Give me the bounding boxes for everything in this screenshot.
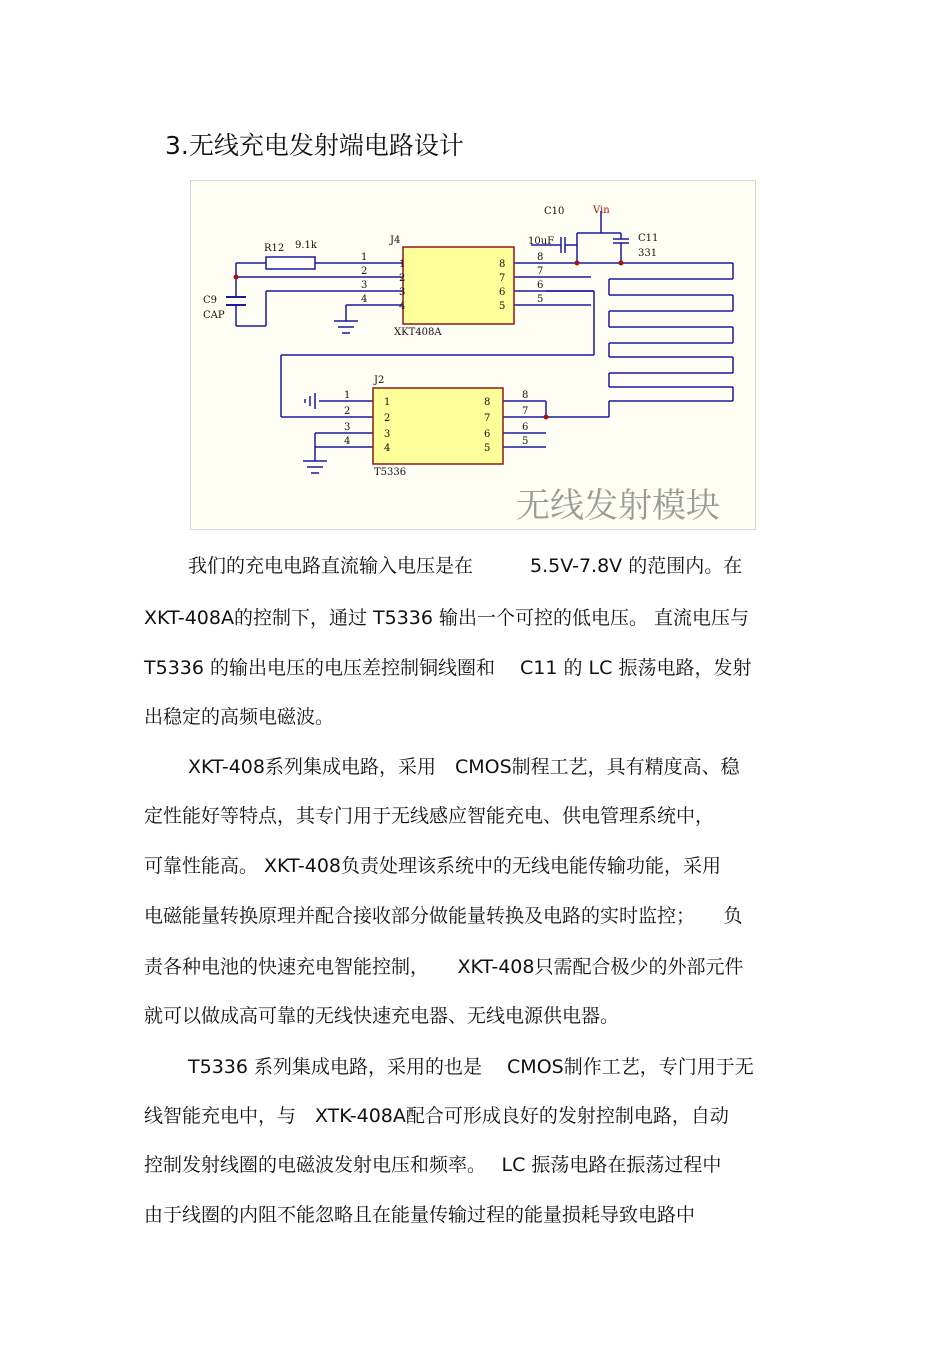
pin-number: 4 [361,294,368,305]
paragraph-line: T5336 系列集成电路，采用的也是 CMOS制作工艺，专门用于无 [188,1056,754,1078]
ground-icon [303,461,327,473]
pin-number: 5 [499,301,506,312]
paragraph-line: 就可以做成高可靠的无线快速充电器、无线电源供电器。 [144,1005,620,1027]
pin-number: 8 [537,252,544,263]
pin-number: 3 [361,280,368,291]
paragraph-line: 出稳定的高频电磁波。 [144,706,335,728]
ground-icon [334,321,358,333]
pin-number: 7 [484,413,491,424]
chip-xkt408a [403,247,514,324]
pin-number: 4 [344,436,351,447]
paragraph-line: 我们的充电电路直流输入电压是在 5.5V-7.8V 的范围内。在 [188,555,743,577]
r12-ref-label: R12 [264,243,285,254]
pin-number: 8 [522,390,529,401]
c9-value-label: CAP [203,310,225,321]
pin-number: 4 [399,301,406,312]
paragraph-line: 由于线圈的内阻不能忽略且在能量传输过程的能量损耗导致电路中 [144,1204,696,1226]
circuit-schematic-figure [190,180,756,530]
paragraph-line: 定性能好等特点，其专门用于无线感应智能充电、供电管理系统中， [144,805,715,827]
pin-number: 2 [361,266,368,277]
j2-ref-label: J2 [374,375,385,386]
j4-ref-label: J4 [390,235,401,246]
junction-dot [619,261,624,266]
circuit-schematic [191,181,757,531]
paragraph-line: XKT-408A的控制下，通过 T5336 输出一个可控的低电压。 直流电压与 [144,607,750,629]
paragraph-line: 控制发射线圈的电磁波发射电压和频率。 LC 振荡电路在振荡过程中 [144,1154,722,1176]
pin-number: 5 [484,443,491,454]
pin-number: 1 [399,259,406,270]
c11-value-label: 331 [638,248,658,259]
junction-dot [234,275,239,280]
paragraph-line: 线智能充电中，与 XTK-408A配合可形成良好的发射控制电路，自动 [144,1105,729,1127]
c9-ref-label: C9 [203,295,218,306]
paragraph-line: T5336 的输出电压的电压差控制铜线圈和 C11 的 LC 振荡电路，发射 [144,657,752,679]
pin-number: 2 [384,413,391,424]
junction-dot [544,415,549,420]
pin-number: 1 [384,397,391,408]
c11-ref-label: C11 [638,233,659,244]
j4-part-label: XKT408A [394,327,442,338]
pin-number: 1 [344,390,351,401]
pin-number: 7 [537,266,544,277]
pin-number: 6 [484,429,491,440]
j2-part-label: T5336 [374,467,407,478]
pin-number: 3 [384,429,391,440]
vin-label: Vin [593,205,610,216]
pin-number: 7 [499,273,506,284]
pin-number: 8 [484,397,491,408]
pin-number: 3 [399,287,406,298]
pin-number: 5 [537,294,544,305]
pin-number: 2 [344,406,351,417]
pin-number: 6 [537,280,544,291]
paragraph-line: XKT-408系列集成电路，采用 CMOS制程工艺，具有精度高、稳 [188,756,740,778]
schematic-watermark: 无线发射模块 [516,486,720,526]
paragraph-line: 责各种电池的快速充电智能控制， XKT-408只需配合极少的外部元件 [144,956,744,978]
pin-number: 6 [522,422,529,433]
paragraph-line: 可靠性能高。 XKT-408负责处理该系统中的无线电能传输功能，采用 [144,855,722,877]
pin-number: 3 [344,422,351,433]
pin-number: 1 [361,252,368,263]
pin-number: 5 [522,436,529,447]
pin-number: 6 [499,287,506,298]
pin-number: 8 [499,259,506,270]
pin-number: 7 [522,406,529,417]
c10-value-label: 10uF [528,236,555,247]
paragraph-line: 电磁能量转换原理并配合接收部分做能量转换及电路的实时监控； 负 [144,905,743,927]
r12-value-label: 9.1k [295,240,317,251]
c10-ref-label: C10 [544,206,565,217]
junction-dot [575,261,580,266]
pin-number: 4 [384,443,391,454]
r12-resistor [266,257,315,269]
section-heading: 3.无线充电发射端电路设计 [165,131,464,160]
pin-number: 2 [399,273,406,284]
